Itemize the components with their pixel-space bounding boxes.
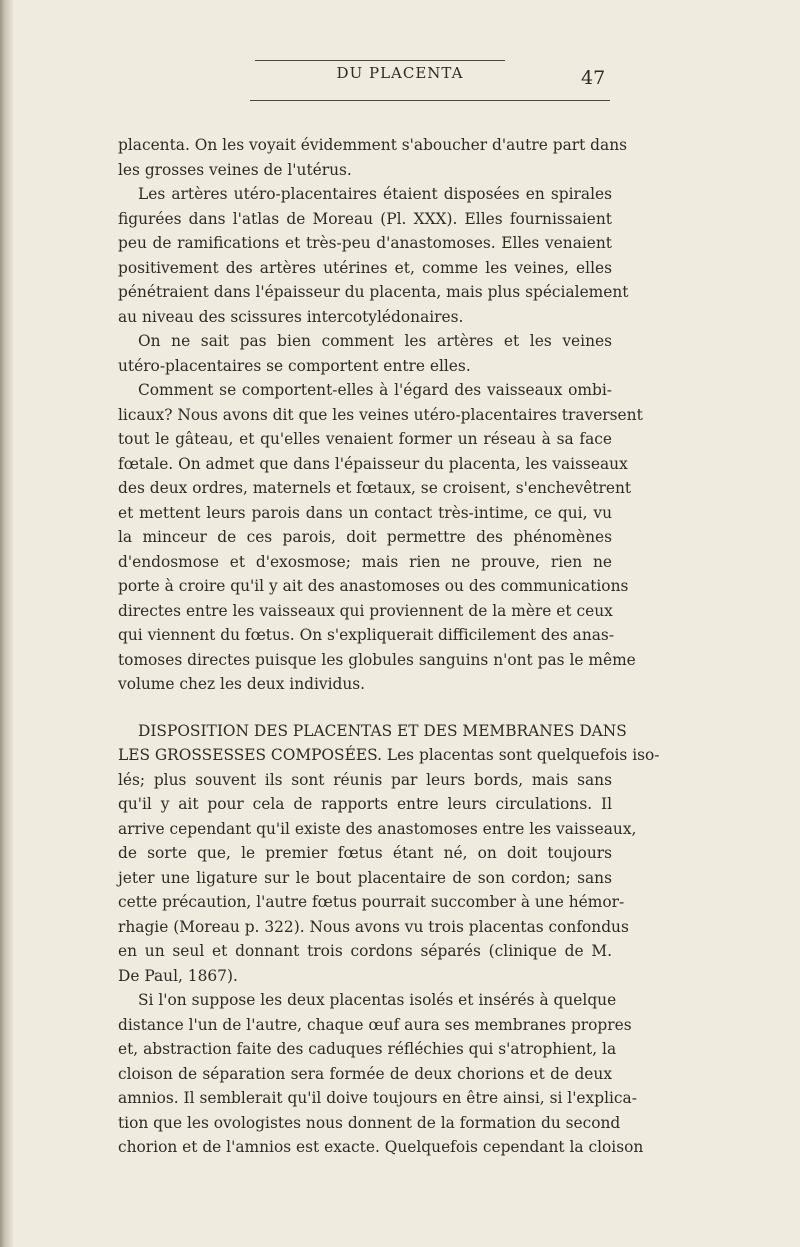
text-line: Comment se comportent-elles à l'égard des vaisseaux ombi- — [138, 381, 612, 399]
text-line: qui viennent du fœtus. On s'expliquerait difficilement des anas- — [118, 626, 615, 644]
text-line: pénétraient dans l'épaisseur du placenta, mais plus spécialement — [118, 283, 629, 301]
text-line: au niveau des scissures intercotylédonaires. — [118, 307, 464, 326]
text-line: de sorte que, le premier fœtus étant né, on doit toujours — [118, 844, 612, 862]
text-line: peu de ramifications et très-peu d'anastomoses. Elles venaient — [118, 234, 612, 252]
text-line: utéro-placentaires se comportent entre elles. — [118, 356, 471, 375]
body-text — [118, 133, 660, 1160]
text-line: distance l'un de l'autre, chaque œuf aura ses membranes propres — [118, 1015, 632, 1034]
text-line: jeter une ligature sur le bout placentaire de son cordon; sans — [118, 868, 612, 887]
text-line: les grosses veines de l'utérus. — [118, 160, 352, 179]
text-line: en un seul et donnant trois cordons séparés (clinique de M. — [118, 942, 612, 960]
text-line: directes entre les vaisseaux qui proviennent de la mère et ceux — [118, 601, 613, 620]
text-line: rhagie (Moreau p. 322). Nous avons vu trois placentas confondus — [118, 917, 629, 936]
text-line: tion que les ovologistes nous donnent de la formation du second — [118, 1113, 621, 1132]
paragraph-group-anatomy — [118, 133, 643, 697]
text-line: On ne sait pas bien comment les artères et les veines — [138, 332, 612, 350]
running-head: DU PLACENTA — [336, 64, 464, 82]
section-gap — [118, 697, 612, 719]
page-number: 47 — [581, 67, 606, 89]
text-line: Si l'on suppose les deux placentas isolés et insérés à quelque — [138, 991, 617, 1009]
text-line: LES GROSSESSES COMPOSÉES. Les placentas sont quelquefois iso- — [118, 746, 660, 764]
text-line: licaux? Nous avons dit que les veines utéro-placentaires traversent — [118, 405, 643, 424]
text-line: des deux ordres, maternels et fœtaux, se croisent, s'enchevêtrent — [118, 479, 632, 497]
text-line: fœtale. On admet que dans l'épaisseur du placenta, les vaisseaux — [118, 454, 628, 473]
header-bottom-rule — [250, 100, 610, 101]
text-line: et, abstraction faite des caduques réfléchies qui s'atrophient, la — [118, 1040, 617, 1058]
text-line: DISPOSITION DES PLACENTAS ET DES MEMBRANES DANS — [138, 721, 627, 740]
text-line: cloison de séparation sera formée de deux chorions et de deux — [118, 1064, 612, 1083]
text-line: amnios. Il semblerait qu'il doive toujours en être ainsi, si l'explica- — [118, 1089, 637, 1107]
text-line: porte à croire qu'il y ait des anastomoses ou des communications — [118, 577, 629, 595]
text-line: chorion et de l'amnios est exacte. Quelquefois cependant la cloison — [118, 1138, 644, 1156]
text-line: cette précaution, l'autre fœtus pourrait succomber à une hémor- — [118, 893, 625, 911]
text-line: lés; plus souvent ils sont réunis par leurs bords, mais sans — [118, 770, 612, 789]
page-binding-edge — [0, 0, 14, 1247]
header-top-rule — [255, 60, 505, 61]
text-line: De Paul, 1867). — [118, 966, 238, 985]
text-line: tomoses directes puisque les globules sanguins n'ont pas le même — [118, 650, 636, 669]
text-line: placenta. On les voyait évidemment s'aboucher d'autre part dans — [118, 136, 628, 154]
text-line: et mettent leurs parois dans un contact très-intime, ce qui, vu — [118, 503, 612, 522]
text-line: d'endosmose et d'exosmose; mais rien ne prouve, rien ne — [118, 552, 612, 571]
text-line: la minceur de ces parois, doit permettre des phénomènes — [118, 528, 612, 546]
text-line: figurées dans l'atlas de Moreau (Pl. XXX). Elles fournissaient — [118, 209, 612, 228]
text-line: qu'il y ait pour cela de rapports entre leurs circulations. Il — [118, 795, 612, 813]
text-line: volume chez les deux individus. — [118, 675, 366, 693]
paragraph-group-composite-pregnancies — [118, 719, 660, 1160]
text-line: tout le gâteau, et qu'elles venaient former un réseau à sa face — [118, 430, 612, 448]
text-line: Les artères utéro-placentaires étaient disposées en spirales — [138, 185, 612, 203]
text-line: positivement des artères utérines et, comme les veines, elles — [118, 258, 612, 277]
text-line: arrive cependant qu'il existe des anastomoses entre les vaisseaux, — [118, 819, 637, 838]
